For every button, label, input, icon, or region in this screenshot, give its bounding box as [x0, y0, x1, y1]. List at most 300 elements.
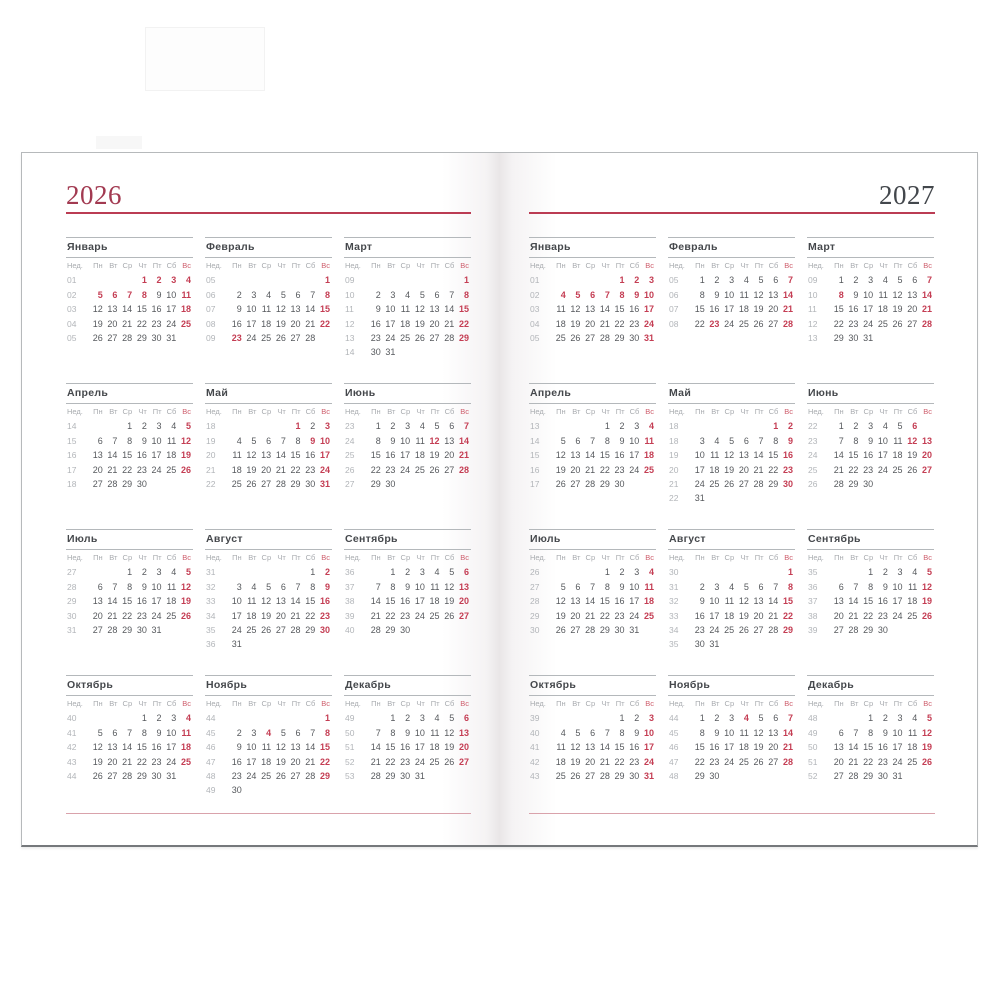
holiday-day-cell: 10 [319, 435, 330, 446]
weekday-header: Вт [572, 407, 581, 416]
month-name: Май [205, 383, 332, 404]
weekday-header: Вт [387, 261, 396, 270]
day-cell: 30 [877, 624, 888, 635]
day-cell: 4 [743, 275, 749, 286]
week-number-cell: 13 [530, 421, 540, 432]
week-number-cell: 11 [345, 304, 354, 315]
month-name: Август [668, 529, 795, 550]
day-cell: 6 [575, 581, 581, 592]
weekday-header: Вс [645, 699, 654, 708]
day-cell: 18 [166, 450, 177, 461]
weekday-header: Пн [232, 553, 242, 562]
month-name: Март [344, 237, 471, 258]
day-cell: 21 [848, 610, 859, 621]
day-cell: 24 [724, 756, 735, 767]
day-cell: 9 [853, 289, 859, 300]
day-cell: 15 [768, 450, 779, 461]
weekday-header: Чт [740, 553, 749, 562]
day-cell: 22 [599, 610, 610, 621]
week-number-cell: 24 [808, 450, 818, 461]
day-cell: 6 [743, 435, 749, 446]
day-cell: 1 [838, 275, 844, 286]
weekday-header: Вс [460, 261, 469, 270]
day-cell: 27 [290, 770, 301, 781]
holiday-day-cell: 6 [112, 289, 118, 300]
week-column-header: Нед. [530, 699, 546, 708]
holiday-day-cell: 1 [324, 713, 330, 724]
day-cell: 26 [738, 624, 749, 635]
week-number-cell: 08 [669, 318, 679, 329]
day-cell: 28 [833, 478, 844, 489]
day-cell: 7 [838, 435, 844, 446]
day-cell: 30 [614, 478, 625, 489]
weekday-header: Пт [615, 261, 625, 270]
weekday-header: Ср [863, 407, 874, 416]
weekday-header: Вс [784, 261, 793, 270]
weekday-header: Пн [695, 699, 705, 708]
week-column-header: Нед. [669, 553, 685, 562]
week-number-cell: 05 [669, 275, 679, 286]
day-cell: 17 [892, 742, 903, 753]
holiday-day-cell: 4 [266, 727, 272, 738]
day-cell: 9 [634, 727, 640, 738]
day-cell: 15 [863, 742, 874, 753]
month-grid [205, 259, 332, 345]
month-name: Апрель [66, 383, 193, 404]
week-number-cell: 19 [669, 450, 679, 461]
weekday-header: Ср [122, 553, 133, 562]
day-cell: 17 [231, 610, 242, 621]
day-cell: 9 [714, 727, 720, 738]
week-number-cell: 09 [345, 275, 355, 286]
weekday-header: Сб [907, 699, 918, 708]
day-cell: 7 [590, 435, 596, 446]
day-cell: 21 [370, 756, 381, 767]
day-cell: 13 [429, 304, 440, 315]
day-cell: 16 [231, 756, 242, 767]
weekday-header: Ср [724, 553, 735, 562]
day-cell: 19 [907, 450, 918, 461]
weekday-header: Вс [182, 699, 191, 708]
day-cell: 6 [97, 581, 103, 592]
day-cell: 14 [599, 742, 610, 753]
day-cell: 11 [261, 304, 272, 315]
day-cell: 14 [444, 304, 455, 315]
day-cell: 16 [370, 318, 381, 329]
day-cell: 14 [305, 304, 316, 315]
day-cell: 11 [166, 581, 177, 592]
week-number-cell: 04 [530, 318, 540, 329]
week-number-cell: 38 [345, 596, 355, 607]
weekday-header: Сб [629, 407, 640, 416]
day-cell: 24 [414, 610, 425, 621]
day-cell: 25 [414, 464, 425, 475]
weekday-header: Пт [754, 261, 764, 270]
holiday-day-cell: 22 [319, 318, 330, 329]
weekday-header: Пт [291, 553, 301, 562]
day-cell: 21 [122, 756, 133, 767]
day-cell: 13 [107, 742, 118, 753]
weekday-header: Ср [261, 699, 272, 708]
week-number-cell: 35 [669, 639, 679, 650]
day-cell: 18 [429, 742, 440, 753]
holiday-day-cell: 23 [231, 332, 242, 343]
week-number-cell: 35 [206, 624, 216, 635]
week-number-cell: 15 [67, 435, 77, 446]
weekday-header: Пт [152, 699, 162, 708]
day-cell: 25 [166, 464, 177, 475]
day-cell: 19 [92, 318, 103, 329]
weekday-header: Вс [321, 699, 330, 708]
weekday-header: Сб [444, 699, 455, 708]
day-cell: 6 [912, 275, 918, 286]
day-cell: 16 [136, 596, 147, 607]
day-cell: 1 [619, 713, 625, 724]
day-cell: 18 [738, 742, 749, 753]
day-cell: 8 [699, 727, 705, 738]
holiday-day-cell: 18 [643, 596, 654, 607]
weekday-header: Вт [109, 699, 118, 708]
day-cell: 20 [92, 464, 103, 475]
day-cell: 6 [295, 289, 301, 300]
day-cell: 2 [882, 567, 888, 578]
day-cell: 18 [261, 756, 272, 767]
day-cell: 26 [753, 318, 764, 329]
holiday-day-cell: 14 [458, 435, 469, 446]
day-cell: 25 [261, 332, 272, 343]
week-number-cell: 18 [67, 478, 77, 489]
holiday-day-cell: 8 [324, 289, 330, 300]
day-cell: 11 [878, 289, 888, 300]
day-cell: 31 [863, 332, 874, 343]
day-cell: 15 [370, 450, 381, 461]
weekday-header: Пн [371, 553, 381, 562]
day-cell: 5 [97, 727, 103, 738]
month-2026-10 [66, 675, 193, 821]
day-cell: 18 [907, 742, 918, 753]
weekday-header: Пт [615, 699, 625, 708]
week-number-cell: 07 [206, 304, 216, 315]
holiday-day-cell: 20 [458, 742, 469, 753]
day-cell: 28 [107, 478, 118, 489]
week-column-header: Нед. [67, 407, 83, 416]
weekday-header: Сб [629, 261, 640, 270]
day-cell: 31 [166, 770, 177, 781]
day-cell: 4 [434, 567, 440, 578]
day-cell: 24 [385, 332, 396, 343]
holiday-day-cell: 11 [644, 435, 654, 446]
weekday-header: Сб [166, 699, 177, 708]
day-cell: 31 [629, 624, 640, 635]
day-cell: 7 [127, 727, 133, 738]
day-cell: 21 [275, 464, 286, 475]
day-cell: 20 [261, 464, 272, 475]
day-cell: 22 [694, 756, 705, 767]
day-cell: 26 [414, 332, 425, 343]
day-cell: 17 [629, 450, 640, 461]
day-cell: 8 [375, 435, 381, 446]
weekday-header: Вт [572, 261, 581, 270]
weekday-header: Ср [261, 553, 272, 562]
day-cell: 6 [773, 275, 779, 286]
holiday-day-cell: 7 [926, 275, 932, 286]
holiday-day-cell: 12 [907, 435, 918, 446]
day-cell: 11 [430, 727, 440, 738]
weekday-header: Чт [138, 407, 147, 416]
week-number-cell: 40 [345, 624, 355, 635]
day-cell: 21 [122, 318, 133, 329]
weekday-header: Пн [232, 699, 242, 708]
day-cell: 8 [127, 581, 133, 592]
holiday-day-cell: 29 [458, 332, 469, 343]
day-cell: 27 [768, 756, 779, 767]
day-cell: 14 [122, 304, 133, 315]
day-cell: 1 [604, 421, 610, 432]
weekday-header: Пт [152, 553, 162, 562]
holiday-day-cell: 5 [185, 421, 191, 432]
holiday-day-cell: 7 [787, 713, 793, 724]
day-cell: 31 [414, 770, 425, 781]
holiday-day-cell: 14 [782, 289, 793, 300]
day-cell: 22 [863, 756, 874, 767]
holiday-day-cell: 20 [921, 450, 932, 461]
day-cell: 2 [619, 567, 625, 578]
weekday-header: Вт [711, 261, 720, 270]
day-cell: 26 [570, 332, 581, 343]
day-cell: 27 [833, 770, 844, 781]
day-cell: 29 [599, 624, 610, 635]
day-cell: 29 [848, 478, 859, 489]
title-rule-right [529, 212, 935, 214]
day-cell: 8 [141, 727, 147, 738]
week-number-cell: 14 [530, 435, 540, 446]
day-cell: 30 [629, 332, 640, 343]
day-cell: 30 [863, 478, 874, 489]
weekday-header: Пн [232, 407, 242, 416]
day-cell: 13 [768, 727, 779, 738]
week-number-cell: 40 [67, 713, 77, 724]
weekday-header: Вс [923, 699, 932, 708]
day-cell: 9 [619, 581, 625, 592]
day-cell: 6 [295, 727, 301, 738]
holiday-day-cell: 24 [643, 756, 654, 767]
weekday-header: Вт [387, 553, 396, 562]
day-cell: 28 [444, 332, 455, 343]
day-cell: 19 [724, 464, 735, 475]
holiday-day-cell: 15 [782, 596, 793, 607]
day-cell: 26 [724, 478, 735, 489]
day-cell: 12 [738, 596, 749, 607]
day-cell: 3 [868, 421, 874, 432]
day-cell: 10 [414, 727, 425, 738]
day-cell: 11 [166, 435, 177, 446]
day-cell: 29 [863, 770, 874, 781]
day-cell: 28 [599, 770, 610, 781]
holiday-day-cell: 8 [787, 581, 793, 592]
holiday-day-cell: 22 [782, 610, 793, 621]
week-column-header: Нед. [345, 261, 361, 270]
day-cell: 23 [629, 318, 640, 329]
day-cell: 14 [122, 742, 133, 753]
week-number-cell: 27 [530, 581, 540, 592]
week-number-cell: 31 [669, 581, 679, 592]
week-column-header: Нед. [67, 553, 83, 562]
week-number-cell: 44 [206, 713, 216, 724]
day-cell: 12 [555, 596, 566, 607]
holiday-day-cell: 30 [319, 624, 330, 635]
day-cell: 14 [107, 596, 118, 607]
day-cell: 16 [863, 450, 874, 461]
week-number-cell: 27 [345, 478, 355, 489]
weekday-header: Сб [768, 553, 779, 562]
year-title-right: 2027 [879, 180, 935, 210]
weekday-header: Сб [907, 261, 918, 270]
day-cell: 27 [429, 332, 440, 343]
day-cell: 23 [400, 610, 411, 621]
week-number-cell: 36 [808, 581, 818, 592]
week-number-cell: 15 [530, 450, 540, 461]
weekday-header: Чт [601, 699, 610, 708]
day-cell: 9 [699, 596, 705, 607]
day-cell: 6 [590, 727, 596, 738]
month-2027-4 [529, 383, 656, 529]
holiday-day-cell: 11 [181, 289, 191, 300]
day-cell: 23 [694, 624, 705, 635]
day-cell: 13 [833, 596, 844, 607]
week-number-cell: 24 [345, 435, 355, 446]
holiday-day-cell: 21 [921, 304, 932, 315]
holiday-day-cell: 2 [324, 567, 330, 578]
holiday-day-cell: 23 [782, 464, 793, 475]
week-number-cell: 22 [808, 421, 818, 432]
week-number-cell: 28 [67, 581, 77, 592]
weekday-header: Пт [754, 553, 764, 562]
day-cell: 20 [833, 756, 844, 767]
weekday-header: Пн [834, 553, 844, 562]
day-cell: 24 [709, 624, 720, 635]
day-cell: 14 [305, 742, 316, 753]
day-cell: 27 [92, 478, 103, 489]
day-cell: 5 [251, 435, 257, 446]
weekday-header: Ср [724, 261, 735, 270]
day-cell: 17 [385, 318, 396, 329]
weekday-header: Сб [166, 261, 177, 270]
weekday-header: Чт [416, 261, 425, 270]
day-cell: 7 [375, 581, 381, 592]
holiday-day-cell: 31 [643, 770, 654, 781]
day-cell: 22 [136, 756, 147, 767]
day-cell: 2 [853, 421, 859, 432]
day-cell: 10 [246, 304, 257, 315]
holiday-day-cell: 4 [648, 567, 654, 578]
weekday-header: Пт [291, 699, 301, 708]
week-number-cell: 38 [808, 610, 818, 621]
week-number-cell: 16 [67, 450, 77, 461]
holiday-day-cell: 1 [463, 275, 469, 286]
day-cell: 19 [429, 450, 440, 461]
month-grid [529, 259, 656, 345]
day-cell: 22 [599, 464, 610, 475]
holiday-day-cell: 14 [782, 727, 793, 738]
weekday-header: Ср [585, 407, 596, 416]
day-cell: 6 [773, 713, 779, 724]
week-number-cell: 49 [206, 785, 216, 796]
weekday-header: Вт [850, 553, 859, 562]
holiday-day-cell: 7 [604, 289, 610, 300]
day-cell: 31 [231, 639, 242, 650]
day-cell: 29 [385, 770, 396, 781]
day-cell: 13 [570, 450, 581, 461]
day-cell: 23 [848, 318, 859, 329]
month-grid [529, 697, 656, 783]
day-cell: 12 [444, 727, 455, 738]
day-cell: 11 [907, 727, 918, 738]
day-cell: 28 [370, 770, 381, 781]
weekday-header: Ср [400, 553, 411, 562]
day-cell: 1 [310, 567, 316, 578]
week-number-cell: 21 [206, 464, 216, 475]
day-cell: 10 [892, 727, 903, 738]
holiday-day-cell: 13 [458, 727, 469, 738]
day-cell: 15 [385, 596, 396, 607]
day-cell: 17 [709, 610, 720, 621]
weekday-header: Вт [572, 699, 581, 708]
day-cell: 4 [419, 421, 425, 432]
month-name: Декабрь [344, 675, 471, 696]
day-cell: 7 [449, 289, 455, 300]
weekday-header: Ср [585, 553, 596, 562]
week-number-cell: 17 [530, 478, 540, 489]
weekday-header: Вс [182, 407, 191, 416]
day-cell: 13 [92, 450, 103, 461]
day-cell: 18 [724, 610, 735, 621]
month-grid [668, 697, 795, 783]
day-cell: 19 [892, 304, 903, 315]
day-cell: 13 [444, 435, 455, 446]
week-number-cell: 10 [808, 289, 818, 300]
weekday-header: Ср [724, 407, 735, 416]
day-cell: 11 [710, 450, 720, 461]
day-cell: 30 [370, 347, 381, 358]
day-cell: 5 [575, 727, 581, 738]
day-cell: 28 [290, 624, 301, 635]
holiday-day-cell: 12 [180, 581, 191, 592]
day-cell: 2 [310, 421, 316, 432]
week-number-cell: 36 [345, 567, 355, 578]
day-cell: 13 [261, 450, 272, 461]
day-cell: 15 [385, 742, 396, 753]
week-number-cell: 21 [669, 478, 679, 489]
day-cell: 30 [400, 624, 411, 635]
day-cell: 22 [122, 610, 133, 621]
month-name: Сентябрь [344, 529, 471, 550]
week-column-header: Нед. [206, 261, 222, 270]
weekday-header: Сб [907, 553, 918, 562]
day-cell: 10 [151, 435, 162, 446]
holiday-day-cell: 21 [782, 742, 793, 753]
day-cell: 7 [310, 289, 316, 300]
day-cell: 17 [166, 742, 177, 753]
weekday-header: Пт [291, 261, 301, 270]
day-cell: 24 [877, 464, 888, 475]
day-cell: 23 [136, 464, 147, 475]
weekday-header: Пн [834, 699, 844, 708]
week-number-cell: 33 [206, 596, 216, 607]
day-cell: 16 [400, 596, 411, 607]
holiday-day-cell: 28 [458, 464, 469, 475]
day-cell: 17 [629, 596, 640, 607]
day-cell: 12 [92, 304, 103, 315]
